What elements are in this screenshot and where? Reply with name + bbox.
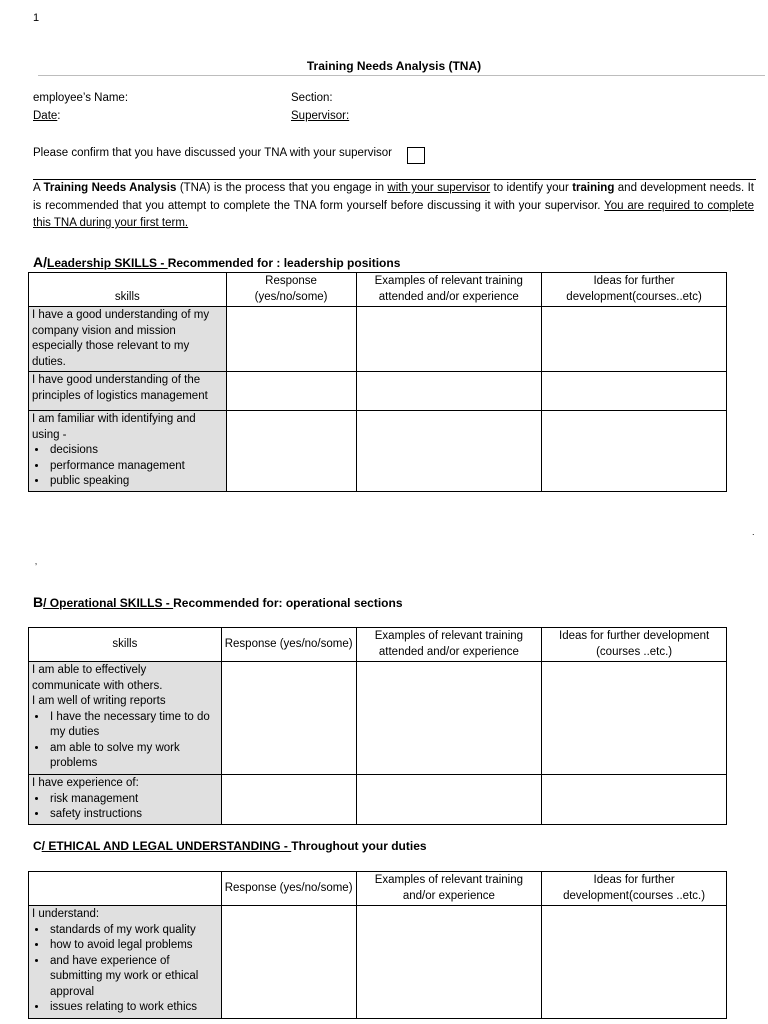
column-header bbox=[29, 872, 222, 906]
response-cell[interactable] bbox=[226, 372, 356, 411]
list-item: • risk management bbox=[48, 792, 218, 808]
column-header: Ideas for further development (courses ..etc.) bbox=[542, 628, 727, 662]
response-cell[interactable] bbox=[221, 906, 356, 1019]
section-label: Section: bbox=[291, 92, 333, 104]
skill-intro: I am familiar with identifying and using - bbox=[32, 413, 196, 441]
list-item: • am able to solve my work problems bbox=[48, 741, 218, 772]
column-header: Examples of relevant training and/or experience bbox=[356, 872, 542, 906]
list-item: • performance management bbox=[48, 459, 223, 475]
ideas-cell[interactable] bbox=[542, 372, 727, 411]
intro-requirement: You are required to complete this TNA during your first term. bbox=[33, 199, 754, 229]
skill-cell bbox=[29, 775, 222, 825]
section-b-subtitle: Recommended for: operational sections bbox=[173, 596, 403, 610]
confirm-checkbox[interactable] bbox=[407, 147, 425, 164]
stray-mark: ‚ bbox=[35, 556, 37, 566]
response-cell[interactable] bbox=[226, 411, 356, 492]
skill-cell: I have good understanding of the principles of logistics management bbox=[29, 372, 227, 411]
section-c-letter: C bbox=[33, 839, 42, 853]
examples-cell[interactable] bbox=[356, 307, 542, 372]
column-header: Examples of relevant training attended and/or experience bbox=[356, 628, 542, 662]
skill-bullets bbox=[32, 923, 218, 1016]
column-header: skills bbox=[29, 273, 227, 307]
document-title: Training Needs Analysis (TNA) bbox=[306, 59, 482, 73]
page-number: 1 bbox=[33, 12, 40, 24]
column-header: Examples of relevant training attended and/or experience bbox=[356, 273, 542, 307]
column-header: Response (yes/no/some) bbox=[226, 273, 356, 307]
section-a-table bbox=[28, 272, 727, 492]
skill-bullets bbox=[32, 443, 223, 490]
section-b-title: / Operational SKILLS - bbox=[43, 596, 174, 610]
section-a-title: Leadership SKILLS - bbox=[47, 256, 168, 270]
list-item: • and have experience of submitting my work or ethical approval bbox=[48, 954, 218, 1001]
skill-bullets bbox=[32, 792, 218, 823]
confirm-text: Please confirm that you have discussed your TNA with your supervisor bbox=[33, 147, 393, 159]
response-cell[interactable] bbox=[221, 775, 356, 825]
supervisor-label: Supervisor: bbox=[291, 110, 350, 122]
section-a-heading bbox=[33, 254, 400, 270]
column-header: Response (yes/no/some) bbox=[221, 628, 356, 662]
skill-cell: I have a good understanding of my company vision and mission especially those relevant to my duties. bbox=[29, 307, 227, 372]
column-header: Ideas for further development(courses ..etc.) bbox=[542, 872, 727, 906]
response-cell[interactable] bbox=[221, 662, 356, 775]
intro-underline: with your supervisor bbox=[387, 182, 491, 194]
intro-text: to identify your bbox=[490, 182, 573, 194]
date-label bbox=[33, 110, 61, 122]
examples-cell[interactable] bbox=[356, 775, 542, 825]
intro-text: A bbox=[33, 182, 44, 194]
list-item: • standards of my work quality bbox=[48, 923, 218, 939]
intro-bold-term: training bbox=[572, 182, 615, 194]
examples-cell[interactable] bbox=[356, 906, 542, 1019]
ideas-cell[interactable] bbox=[542, 662, 727, 775]
section-a-letter: A/ bbox=[33, 254, 47, 270]
ideas-cell[interactable] bbox=[542, 775, 727, 825]
skill-line: I am well of writing reports bbox=[32, 695, 166, 707]
skill-line: I am able to effectively communicate with others. bbox=[32, 664, 163, 692]
column-header: Ideas for further development(courses..etc) bbox=[542, 273, 727, 307]
intro-text: (TNA) is the process that you engage in bbox=[176, 182, 388, 194]
intro-bold-term: Training Needs Analysis bbox=[43, 182, 177, 194]
list-item: • decisions bbox=[48, 443, 223, 459]
section-c-heading bbox=[33, 839, 427, 853]
section-a-subtitle: Recommended for : leadership positions bbox=[167, 256, 401, 270]
date-label-text: Date bbox=[33, 110, 58, 122]
column-header: Response (yes/no/some) bbox=[221, 872, 356, 906]
skill-cell bbox=[29, 662, 222, 775]
intro-text: and development needs. It is recommended that you attempt to complete the TNA form yourself before discussing it with your supervisor. bbox=[33, 182, 754, 212]
examples-cell[interactable] bbox=[356, 411, 542, 492]
title-divider bbox=[38, 75, 765, 76]
skill-intro: I have experience of: bbox=[32, 777, 139, 789]
ideas-cell[interactable] bbox=[542, 307, 727, 372]
employee-name-label: employee’s Name: bbox=[33, 92, 129, 104]
skill-cell bbox=[29, 411, 227, 492]
list-item: • safety instructions bbox=[48, 807, 218, 823]
list-item: • I have the necessary time to do my duties bbox=[48, 710, 218, 741]
ideas-cell[interactable] bbox=[542, 906, 727, 1019]
section-b-heading bbox=[33, 594, 403, 610]
list-item: • how to avoid legal problems bbox=[48, 938, 218, 954]
section-b-table bbox=[28, 627, 727, 825]
section-c-title: / ETHICAL AND LEGAL UNDERSTANDING - bbox=[41, 839, 292, 853]
section-b-letter: B bbox=[33, 594, 44, 610]
list-item: • public speaking bbox=[48, 474, 223, 490]
skill-cell bbox=[29, 906, 222, 1019]
column-header: skills bbox=[29, 628, 222, 662]
examples-cell[interactable] bbox=[356, 372, 542, 411]
skill-bullets bbox=[32, 710, 218, 772]
date-label-colon: : bbox=[57, 110, 61, 122]
skill-intro: I understand: bbox=[32, 908, 100, 920]
examples-cell[interactable] bbox=[356, 662, 542, 775]
list-item: • issues relating to work ethics bbox=[48, 1000, 218, 1016]
intro-paragraph bbox=[33, 180, 754, 233]
response-cell[interactable] bbox=[226, 307, 356, 372]
stray-mark: . bbox=[752, 527, 755, 537]
section-c-subtitle: Throughout your duties bbox=[291, 839, 427, 853]
ideas-cell[interactable] bbox=[542, 411, 727, 492]
section-c-table bbox=[28, 871, 727, 1019]
